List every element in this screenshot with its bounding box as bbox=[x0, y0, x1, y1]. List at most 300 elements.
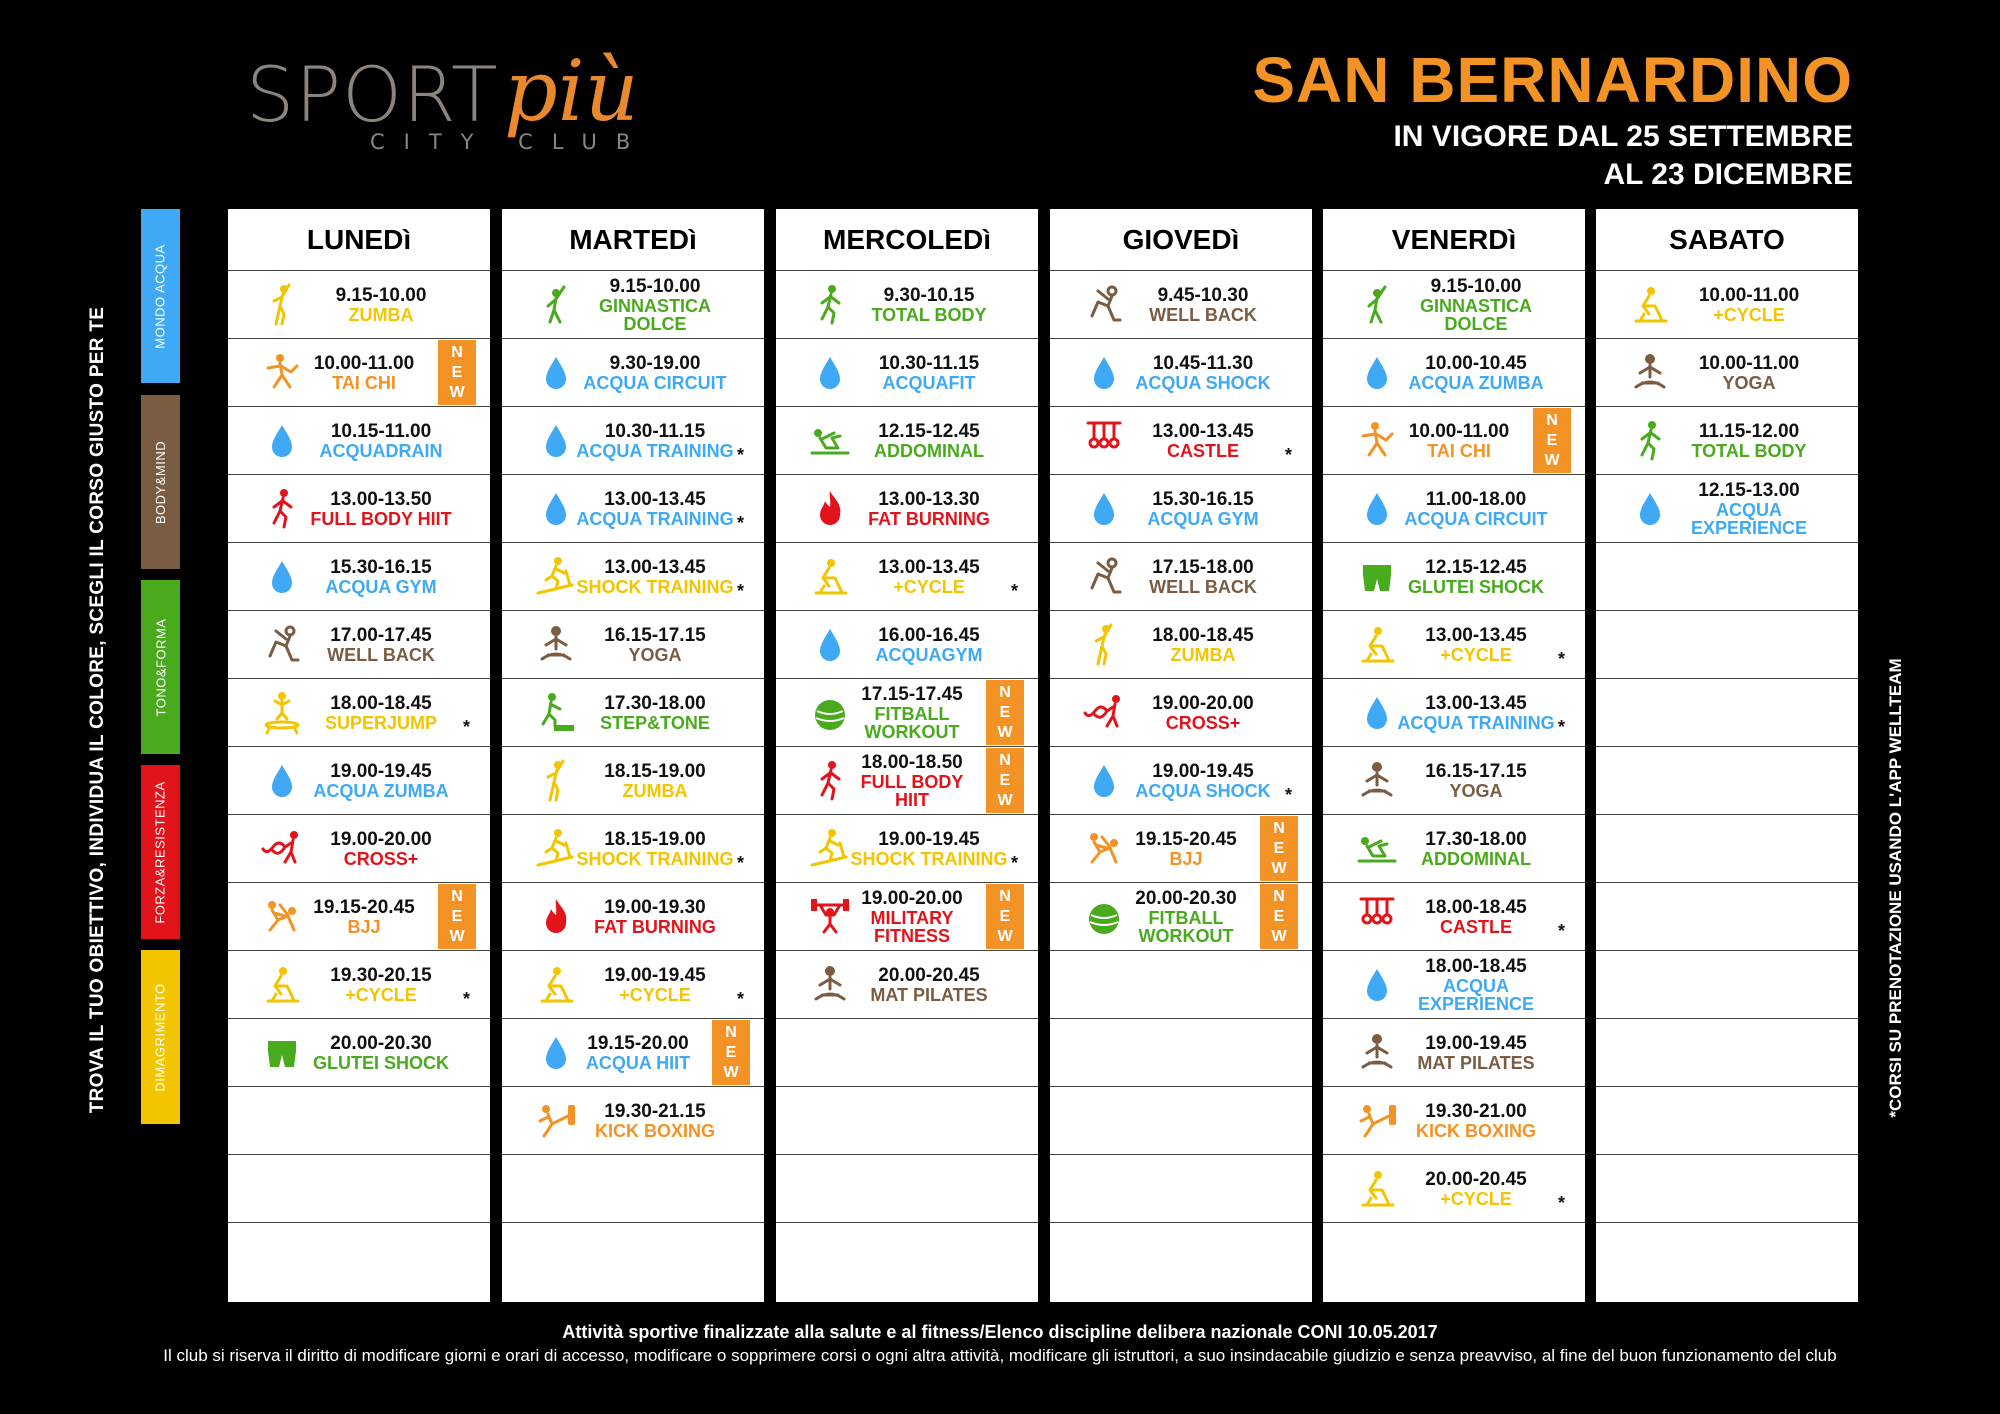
class-time: 10.00-11.00 bbox=[313, 352, 415, 374]
class-time: 17.30-18.00 bbox=[1425, 828, 1527, 850]
class-info bbox=[568, 475, 742, 542]
class-name: ADDOMINAL bbox=[1421, 848, 1531, 869]
class-time: 19.15-20.45 bbox=[1135, 828, 1237, 850]
class-info bbox=[1389, 679, 1563, 746]
class-info bbox=[1389, 747, 1563, 814]
class-time: 19.00-20.00 bbox=[861, 887, 963, 909]
class-name: FULL BODY HIIT bbox=[310, 508, 452, 529]
class-slot bbox=[776, 951, 1038, 1019]
class-time: 19.30-21.15 bbox=[604, 1100, 706, 1122]
class-name: TAI CHI bbox=[332, 372, 396, 393]
class-time: 15.30-16.15 bbox=[330, 556, 432, 578]
class-time: 18.15-19.00 bbox=[604, 828, 706, 850]
empty-slot bbox=[228, 1087, 490, 1155]
class-slot bbox=[1050, 747, 1312, 815]
class-time: 19.00-20.00 bbox=[330, 828, 432, 850]
class-time: 13.00-13.30 bbox=[878, 488, 980, 510]
class-name: ACQUA CIRCUIT bbox=[1404, 508, 1548, 529]
empty-slot bbox=[1596, 883, 1858, 951]
class-slot bbox=[1323, 543, 1585, 611]
class-time: 20.00-20.30 bbox=[1135, 887, 1237, 909]
class-time: 20.00-20.45 bbox=[1425, 1168, 1527, 1190]
class-name: GLUTEI SHOCK bbox=[312, 1052, 449, 1073]
class-slot bbox=[228, 271, 490, 339]
class-name: ACQUA SHOCK bbox=[1135, 780, 1271, 801]
new-badge: N E W bbox=[986, 748, 1024, 813]
class-info bbox=[1389, 1019, 1563, 1086]
empty-slot bbox=[1596, 543, 1858, 611]
class-name: YOGA bbox=[628, 644, 682, 665]
class-time: 13.00-13.50 bbox=[330, 488, 432, 510]
class-info bbox=[294, 543, 468, 610]
class-info bbox=[568, 611, 742, 678]
class-name: YOGA bbox=[1722, 372, 1776, 393]
class-name: GINNASTICA DOLCE bbox=[599, 295, 711, 334]
class-time: 9.15-10.00 bbox=[335, 284, 427, 306]
class-time: 12.15-12.45 bbox=[878, 420, 980, 442]
day-header: GIOVEDì bbox=[1050, 209, 1312, 271]
class-info bbox=[1389, 1087, 1563, 1154]
class-time: 19.00-19.45 bbox=[1425, 1032, 1527, 1054]
class-slot bbox=[502, 883, 764, 951]
new-badge: N E W bbox=[1533, 408, 1571, 473]
class-info bbox=[842, 883, 982, 950]
class-slot bbox=[1323, 339, 1585, 407]
class-time: 13.00-13.45 bbox=[1425, 692, 1527, 714]
class-slot bbox=[776, 815, 1038, 883]
class-name: ACQUA TRAINING bbox=[576, 508, 734, 529]
class-slot bbox=[502, 543, 764, 611]
empty-slot bbox=[1596, 1019, 1858, 1087]
class-time: 10.00-10.45 bbox=[1425, 352, 1527, 374]
empty-slot bbox=[228, 1155, 490, 1223]
class-name: ZUMBA bbox=[622, 780, 688, 801]
class-slot bbox=[228, 339, 490, 407]
class-name: ZUMBA bbox=[348, 304, 414, 325]
class-slot bbox=[1596, 339, 1858, 407]
class-slot bbox=[228, 407, 490, 475]
empty-slot bbox=[1596, 951, 1858, 1019]
legend-label: BODY&MIND bbox=[153, 440, 169, 524]
validity-line-2: AL 23 DICEMBRE bbox=[1603, 158, 1853, 191]
booking-note-text: *CORSI SU PRENOTAZIONE USANDO L'APP WELLTEAM bbox=[1886, 658, 1905, 1118]
new-badge: N E W bbox=[1260, 884, 1298, 949]
class-slot bbox=[776, 475, 1038, 543]
class-time: 9.30-10.15 bbox=[883, 284, 975, 306]
class-slot bbox=[1596, 475, 1858, 543]
class-name: ACQUA TRAINING bbox=[576, 440, 734, 461]
class-slot bbox=[502, 475, 764, 543]
class-time: 19.30-21.00 bbox=[1425, 1100, 1527, 1122]
class-name: ACQUA TRAINING bbox=[1397, 712, 1555, 733]
class-info bbox=[842, 475, 1016, 542]
class-slot bbox=[228, 543, 490, 611]
class-info bbox=[294, 679, 468, 746]
booking-required-mark: * bbox=[1557, 921, 1565, 941]
class-name: FITBALL WORKOUT bbox=[864, 703, 960, 742]
booking-required-mark: * bbox=[1557, 649, 1565, 669]
location-title: SAN BERNARDINO bbox=[1252, 44, 1853, 116]
class-info bbox=[842, 407, 1016, 474]
class-slot bbox=[1323, 815, 1585, 883]
class-time: 10.00-11.00 bbox=[1698, 352, 1800, 374]
class-name: +CYCLE bbox=[345, 984, 417, 1005]
class-name: SHOCK TRAINING bbox=[850, 848, 1008, 869]
class-info bbox=[568, 883, 742, 950]
class-slot bbox=[228, 475, 490, 543]
class-info bbox=[294, 407, 468, 474]
class-slot bbox=[502, 407, 764, 475]
day-header: SABATO bbox=[1596, 209, 1858, 271]
class-name: GLUTEI SHOCK bbox=[1407, 576, 1544, 597]
class-info bbox=[568, 407, 742, 474]
empty-slot bbox=[1050, 1155, 1312, 1223]
class-info bbox=[568, 1019, 708, 1086]
class-name: FAT BURNING bbox=[594, 916, 716, 937]
class-slot bbox=[1323, 1019, 1585, 1087]
class-slot bbox=[776, 543, 1038, 611]
class-info bbox=[568, 679, 742, 746]
booking-required-mark: * bbox=[1010, 581, 1018, 601]
class-time: 13.00-13.45 bbox=[1425, 624, 1527, 646]
class-slot bbox=[502, 611, 764, 679]
empty-slot bbox=[1050, 951, 1312, 1019]
class-info bbox=[1116, 747, 1290, 814]
class-time: 18.00-18.50 bbox=[861, 751, 963, 773]
day-header: VENERDì bbox=[1323, 209, 1585, 271]
empty-slot bbox=[502, 1223, 764, 1291]
class-slot bbox=[1323, 1155, 1585, 1223]
booking-required-mark: * bbox=[1010, 853, 1018, 873]
class-name: WELL BACK bbox=[1149, 304, 1257, 325]
class-name: ACQUAGYM bbox=[875, 644, 983, 665]
class-slot bbox=[502, 679, 764, 747]
class-slot bbox=[502, 1019, 764, 1087]
class-slot bbox=[502, 339, 764, 407]
empty-slot bbox=[1050, 1019, 1312, 1087]
day-header: LUNEDì bbox=[228, 209, 490, 271]
class-slot bbox=[1050, 407, 1312, 475]
class-name: ACQUADRAIN bbox=[319, 440, 443, 461]
class-name: ACQUA SHOCK bbox=[1135, 372, 1271, 393]
class-time: 17.15-18.00 bbox=[1152, 556, 1254, 578]
class-info bbox=[1662, 407, 1836, 474]
class-time: 11.00-18.00 bbox=[1425, 488, 1527, 510]
class-slot bbox=[1323, 883, 1585, 951]
class-name: ACQUAFIT bbox=[882, 372, 976, 393]
class-slot bbox=[776, 679, 1038, 747]
day-column-6 bbox=[1596, 209, 1858, 1302]
class-info bbox=[294, 475, 468, 542]
class-time: 9.45-10.30 bbox=[1157, 284, 1249, 306]
class-name: CROSS+ bbox=[1165, 712, 1241, 733]
class-info bbox=[842, 951, 1016, 1018]
class-info bbox=[1116, 883, 1256, 950]
class-name: FITBALL WORKOUT bbox=[1138, 907, 1234, 946]
class-time: 9.15-10.00 bbox=[1430, 275, 1522, 297]
class-time: 10.00-11.00 bbox=[1408, 420, 1510, 442]
class-slot bbox=[502, 1087, 764, 1155]
class-name: YOGA bbox=[1449, 780, 1503, 801]
class-slot bbox=[1596, 271, 1858, 339]
legend-label: FORZA&RESISTENZA bbox=[153, 780, 169, 924]
class-name: CASTLE bbox=[1440, 916, 1512, 937]
booking-required-mark: * bbox=[736, 853, 744, 873]
legend-mondo-acqua bbox=[141, 209, 180, 383]
class-time: 18.00-18.45 bbox=[330, 692, 432, 714]
class-time: 18.15-19.00 bbox=[604, 760, 706, 782]
booking-required-mark: * bbox=[1284, 785, 1292, 805]
class-name: WELL BACK bbox=[327, 644, 435, 665]
class-info bbox=[294, 1019, 468, 1086]
day-column-2 bbox=[502, 209, 764, 1302]
empty-slot bbox=[1050, 1087, 1312, 1155]
class-info bbox=[842, 679, 982, 746]
class-info bbox=[1116, 543, 1290, 610]
class-info bbox=[568, 543, 742, 610]
class-name: CROSS+ bbox=[343, 848, 419, 869]
day-header: MARTEDì bbox=[502, 209, 764, 271]
class-time: 12.15-13.00 bbox=[1698, 479, 1800, 501]
class-time: 19.00-19.45 bbox=[878, 828, 980, 850]
class-slot bbox=[776, 611, 1038, 679]
class-name: SHOCK TRAINING bbox=[576, 848, 734, 869]
class-slot bbox=[228, 815, 490, 883]
class-info bbox=[1116, 679, 1290, 746]
class-slot bbox=[228, 951, 490, 1019]
class-info bbox=[1389, 407, 1529, 474]
class-name: STEP&TONE bbox=[600, 712, 710, 733]
class-slot bbox=[228, 747, 490, 815]
class-info bbox=[294, 815, 468, 882]
booking-required-mark: * bbox=[736, 581, 744, 601]
empty-slot bbox=[776, 1019, 1038, 1087]
class-info bbox=[1389, 543, 1563, 610]
class-name: ACQUA GYM bbox=[325, 576, 437, 597]
legend-tono-forma bbox=[141, 580, 180, 754]
class-slot bbox=[228, 611, 490, 679]
class-name: +CYCLE bbox=[1440, 644, 1512, 665]
booking-required-mark: * bbox=[1284, 445, 1292, 465]
class-name: SHOCK TRAINING bbox=[576, 576, 734, 597]
empty-slot bbox=[776, 1155, 1038, 1223]
class-slot bbox=[1050, 815, 1312, 883]
sidebar-instruction-text: TROVA IL TUO OBIETTIVO, INDIVIDUA IL COLORE, SCEGLI IL CORSO GIUSTO PER TE bbox=[87, 306, 108, 1114]
empty-slot bbox=[1596, 611, 1858, 679]
class-name: KICK BOXING bbox=[594, 1120, 715, 1141]
class-slot bbox=[1323, 407, 1585, 475]
class-info bbox=[842, 611, 1016, 678]
logo-sport: SPORT bbox=[246, 50, 499, 139]
booking-required-mark: * bbox=[736, 513, 744, 533]
class-info bbox=[1389, 883, 1563, 950]
class-name: TOTAL BODY bbox=[1691, 440, 1807, 461]
class-slot bbox=[776, 883, 1038, 951]
schedule-header bbox=[1252, 42, 1853, 194]
empty-slot bbox=[776, 1223, 1038, 1291]
booking-required-mark: * bbox=[736, 445, 744, 465]
class-name: ACQUA ZUMBA bbox=[1408, 372, 1544, 393]
class-time: 18.00-18.45 bbox=[1425, 955, 1527, 977]
empty-slot bbox=[1596, 1087, 1858, 1155]
new-badge: N E W bbox=[712, 1020, 750, 1085]
legend-forza-resistenza bbox=[141, 765, 180, 939]
empty-slot bbox=[1050, 1223, 1312, 1291]
booking-required-mark: * bbox=[1557, 717, 1565, 737]
class-info bbox=[294, 883, 434, 950]
class-time: 19.15-20.00 bbox=[587, 1032, 689, 1054]
logo-piu: più bbox=[504, 42, 639, 140]
legend-label: MONDO ACQUA bbox=[153, 243, 168, 349]
class-slot bbox=[502, 951, 764, 1019]
legend-label: DIMAGRIMENTO bbox=[153, 982, 169, 1092]
class-time: 20.00-20.45 bbox=[878, 964, 980, 986]
class-name: TAI CHI bbox=[1427, 440, 1491, 461]
class-info bbox=[1389, 1155, 1563, 1222]
class-name: GINNASTICA DOLCE bbox=[1420, 295, 1532, 334]
class-time: 17.15-17.45 bbox=[861, 683, 963, 705]
class-info bbox=[1662, 339, 1836, 406]
class-time: 16.00-16.45 bbox=[878, 624, 980, 646]
class-slot bbox=[1323, 951, 1585, 1019]
class-time: 17.30-18.00 bbox=[604, 692, 706, 714]
class-time: 19.30-20.15 bbox=[330, 964, 432, 986]
class-time: 16.15-17.15 bbox=[1425, 760, 1527, 782]
class-slot bbox=[1050, 883, 1312, 951]
class-info bbox=[1389, 271, 1563, 338]
class-name: MAT PILATES bbox=[1417, 1052, 1535, 1073]
class-slot bbox=[1050, 611, 1312, 679]
class-slot bbox=[1323, 679, 1585, 747]
booking-required-mark: * bbox=[462, 717, 470, 737]
class-time: 19.15-20.45 bbox=[313, 896, 415, 918]
class-slot bbox=[502, 747, 764, 815]
class-slot bbox=[1323, 1087, 1585, 1155]
class-slot bbox=[776, 271, 1038, 339]
class-time: 9.15-10.00 bbox=[609, 275, 701, 297]
class-name: ACQUA CIRCUIT bbox=[583, 372, 727, 393]
class-slot bbox=[776, 339, 1038, 407]
day-header: MERCOLEDì bbox=[776, 209, 1038, 271]
empty-slot bbox=[1596, 1223, 1858, 1291]
legend-label: TONO&FORMA bbox=[153, 618, 168, 716]
class-time: 19.00-19.45 bbox=[604, 964, 706, 986]
class-time: 16.15-17.15 bbox=[604, 624, 706, 646]
class-info bbox=[842, 543, 1016, 610]
legend-dimagrimento bbox=[141, 950, 180, 1124]
class-info bbox=[1389, 611, 1563, 678]
class-time: 10.00-11.00 bbox=[1698, 284, 1800, 306]
class-time: 10.30-11.15 bbox=[878, 352, 980, 374]
class-info bbox=[568, 339, 742, 406]
class-slot bbox=[1050, 271, 1312, 339]
class-time: 18.00-18.45 bbox=[1425, 896, 1527, 918]
new-badge: N E W bbox=[1260, 816, 1298, 881]
empty-slot bbox=[1596, 747, 1858, 815]
class-time: 13.00-13.45 bbox=[1152, 420, 1254, 442]
footer-disclaimer: Il club si riserva il diritto di modificare giorni e orari di accesso, modificare o sopprimere corsi o ogni altra attività, modificare gli istruttori, a suo insindacabile giudizio e senza preavviso, al fine del buon funzionamento del club bbox=[163, 1346, 1837, 1365]
class-time: 19.00-19.30 bbox=[604, 896, 706, 918]
empty-slot bbox=[776, 1087, 1038, 1155]
class-info bbox=[1116, 815, 1256, 882]
class-info bbox=[568, 815, 742, 882]
empty-slot bbox=[1323, 1223, 1585, 1291]
class-info bbox=[1116, 339, 1290, 406]
class-time: 13.00-13.45 bbox=[878, 556, 980, 578]
class-name: MILITARY FITNESS bbox=[870, 907, 954, 946]
class-slot bbox=[1050, 543, 1312, 611]
class-name: ADDOMINAL bbox=[874, 440, 984, 461]
day-column-1 bbox=[228, 209, 490, 1302]
class-name: ACQUA GYM bbox=[1147, 508, 1259, 529]
new-badge: N E W bbox=[438, 340, 476, 405]
class-slot bbox=[502, 271, 764, 339]
class-slot bbox=[1596, 407, 1858, 475]
class-name: BJJ bbox=[347, 916, 381, 937]
empty-slot bbox=[228, 1223, 490, 1291]
class-slot bbox=[1323, 747, 1585, 815]
class-name: ACQUA ZUMBA bbox=[313, 780, 449, 801]
class-info bbox=[1662, 271, 1836, 338]
class-slot bbox=[228, 679, 490, 747]
class-name: +CYCLE bbox=[1440, 1188, 1512, 1209]
class-time: 18.00-18.45 bbox=[1152, 624, 1254, 646]
day-column-3 bbox=[776, 209, 1038, 1302]
class-name: MAT PILATES bbox=[870, 984, 988, 1005]
class-slot bbox=[1323, 475, 1585, 543]
class-slot bbox=[228, 883, 490, 951]
class-info bbox=[842, 747, 982, 814]
class-time: 17.00-17.45 bbox=[330, 624, 432, 646]
class-info bbox=[568, 747, 742, 814]
class-slot bbox=[1050, 339, 1312, 407]
class-info bbox=[1389, 475, 1563, 542]
class-name: CASTLE bbox=[1167, 440, 1239, 461]
class-time: 19.00-19.45 bbox=[330, 760, 432, 782]
day-column-4 bbox=[1050, 209, 1312, 1302]
class-time: 13.00-13.45 bbox=[604, 556, 706, 578]
class-name: +CYCLE bbox=[619, 984, 691, 1005]
class-name: ACQUA EXPERIENCE bbox=[1690, 499, 1808, 538]
class-name: FAT BURNING bbox=[868, 508, 990, 529]
class-time: 9.30-19.00 bbox=[609, 352, 701, 374]
validity-line-1: IN VIGORE DAL 25 SETTEMBRE bbox=[1393, 120, 1853, 153]
class-name: ACQUA HIIT bbox=[585, 1052, 691, 1073]
class-info bbox=[294, 747, 468, 814]
new-badge: N E W bbox=[438, 884, 476, 949]
class-slot bbox=[502, 815, 764, 883]
class-info bbox=[1389, 815, 1563, 882]
empty-slot bbox=[1596, 815, 1858, 883]
class-info bbox=[568, 271, 742, 338]
class-info bbox=[1389, 339, 1563, 406]
class-name: TOTAL BODY bbox=[871, 304, 987, 325]
class-info bbox=[1116, 611, 1290, 678]
class-slot bbox=[1323, 611, 1585, 679]
class-name: FULL BODY HIIT bbox=[860, 771, 964, 810]
class-time: 15.30-16.15 bbox=[1152, 488, 1254, 510]
class-name: SUPERJUMP bbox=[324, 712, 438, 733]
brand-logo bbox=[246, 44, 686, 184]
day-column-5 bbox=[1323, 209, 1585, 1302]
class-name: BJJ bbox=[1169, 848, 1203, 869]
class-info bbox=[1389, 951, 1563, 1018]
class-time: 10.45-11.30 bbox=[1152, 352, 1254, 374]
class-info bbox=[1662, 475, 1836, 542]
empty-slot bbox=[1596, 679, 1858, 747]
class-name: ACQUA EXPERIENCE bbox=[1417, 975, 1535, 1014]
class-info bbox=[294, 339, 434, 406]
